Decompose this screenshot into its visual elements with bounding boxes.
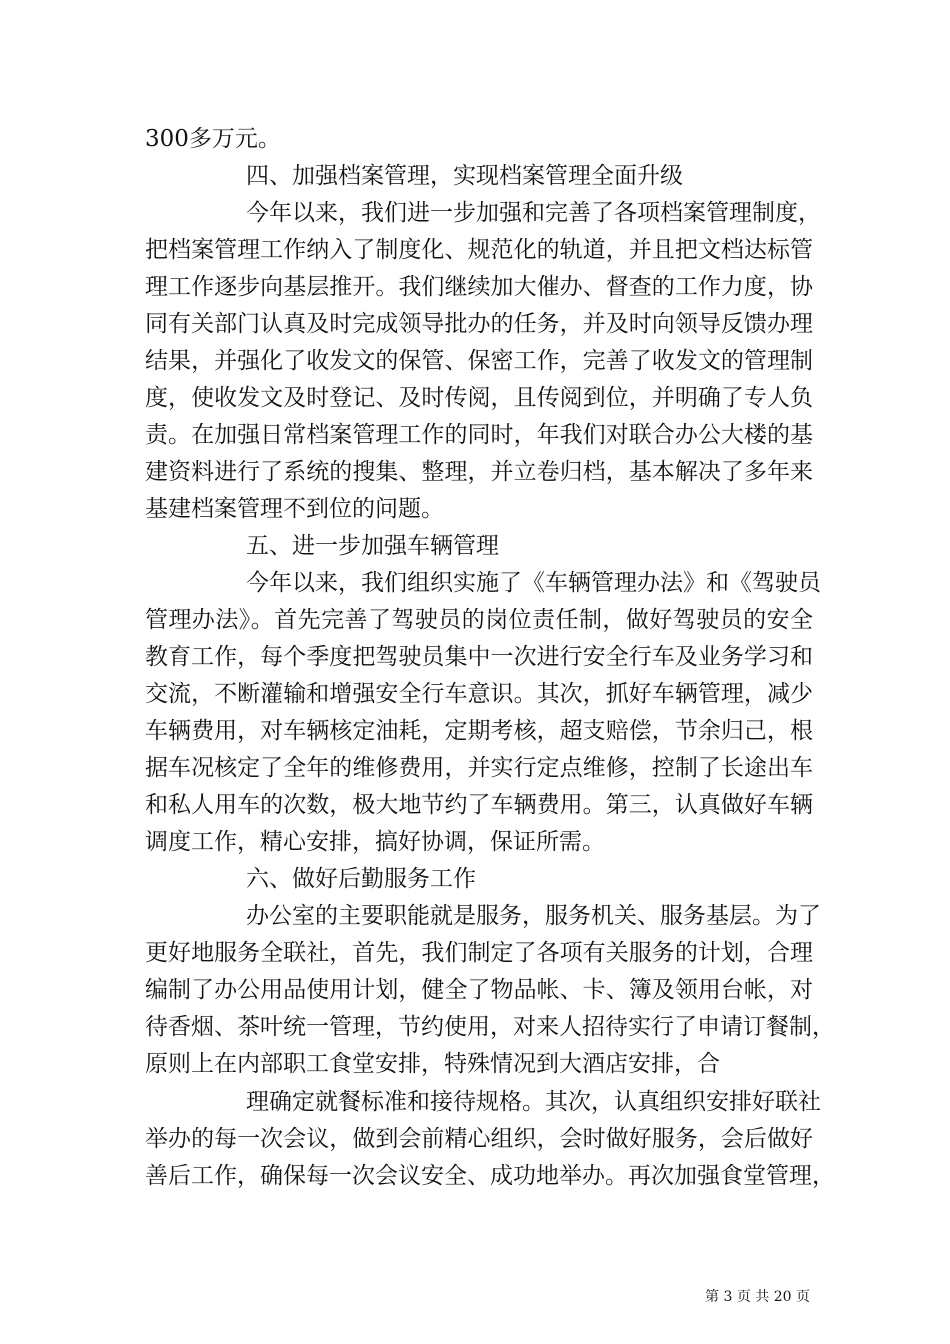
text-line: 责。在加强日常档案管理工作的同时，年我们对联合办公大楼的基 [145, 422, 813, 448]
text-line: 把档案管理工作纳入了制度化、规范化的轨道，并且把文档达标管 [145, 237, 813, 263]
text-line: 编制了办公用品使用计划，健全了物品帐、卡、簿及领用台帐，对 [145, 977, 813, 1003]
text-line: 理确定就餐标准和接待规格。其次，认真组织安排好联社 [246, 1089, 821, 1115]
page-number: 第 3 页 共 20 页 [705, 1289, 810, 1305]
section-heading: 五、进一步加强车辆管理 [246, 533, 499, 559]
text-line: 办公室的主要职能就是服务，服务机关、服务基层。为了 [246, 903, 821, 929]
text-line: 今年以来，我们进一步加强和完善了各项档案管理制度， [246, 200, 821, 226]
text-line: 和私人用车的次数，极大地节约了车辆费用。第三，认真做好车辆 [145, 792, 813, 818]
text-line: 善后工作，确保每一次会议安全、成功地举办。再次加强食堂管理， [145, 1163, 835, 1189]
text-line: 待香烟、茶叶统一管理，节约使用，对来人招待实行了申请订餐制， [145, 1014, 835, 1040]
text-line: 同有关部门认真及时完成领导批办的任务，并及时向领导反馈办理 [145, 311, 813, 337]
text-line: 车辆费用，对车辆核定油耗，定期考核，超支赔偿，节余归己，根 [145, 718, 813, 744]
text-line: 理工作逐步向基层推开。我们继续加大催办、督查的工作力度，协 [145, 274, 813, 300]
text-line: 举办的每一次会议，做到会前精心组织，会时做好服务，会后做好 [145, 1126, 813, 1152]
text-line: 度，使收发文及时登记、及时传阅，且传阅到位，并明确了专人负 [145, 385, 813, 411]
text-line: 调度工作，精心安排，搞好协调，保证所需。 [145, 829, 605, 855]
section-heading: 六、做好后勤服务工作 [246, 866, 476, 892]
text-line: 300多万元。 [145, 126, 281, 152]
text-line: 今年以来，我们组织实施了《车辆管理办法》和《驾驶员 [246, 570, 821, 596]
text-line: 原则上在内部职工食堂安排，特殊情况到大酒店安排，合 [145, 1051, 720, 1077]
text-line: 更好地服务全联社，首先，我们制定了各项有关服务的计划，合理 [145, 940, 813, 966]
text-line: 结果，并强化了收发文的保管、保密工作，完善了收发文的管理制 [145, 348, 813, 374]
text-line: 基建档案管理不到位的问题。 [145, 496, 444, 522]
text-line: 管理办法》。首先完善了驾驶员的岗位责任制，做好驾驶员的安全 [145, 607, 813, 633]
text-line: 据车况核定了全年的维修费用，并实行定点维修，控制了长途出车 [145, 755, 813, 781]
text-line: 建资料进行了系统的搜集、整理，并立卷归档，基本解决了多年来 [145, 459, 813, 485]
text-line: 交流，不断灌输和增强安全行车意识。其次，抓好车辆管理，减少 [145, 681, 813, 707]
section-heading: 四、加强档案管理，实现档案管理全面升级 [246, 163, 683, 189]
text-line: 教育工作，每个季度把驾驶员集中一次进行安全行车及业务学习和 [145, 644, 813, 670]
